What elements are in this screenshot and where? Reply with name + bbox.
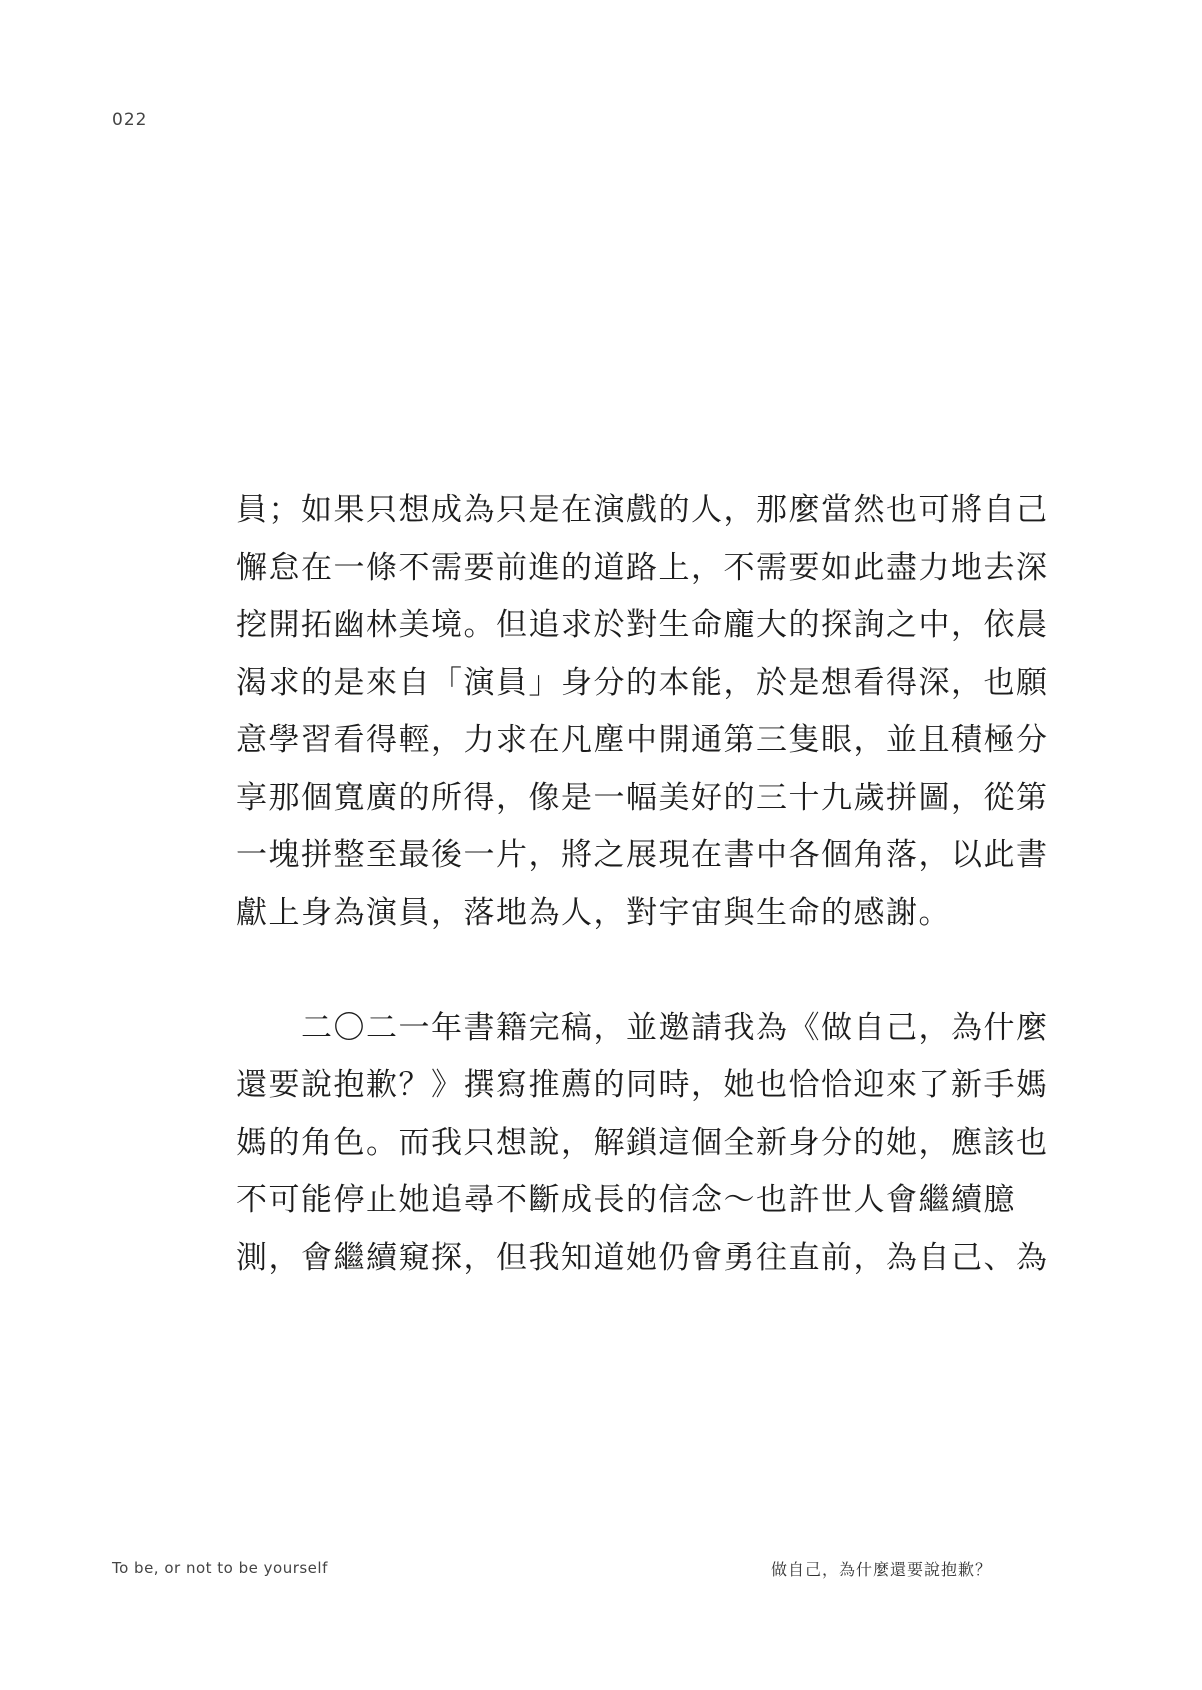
- text-line: 獻上身為演員，落地為人，對宇宙與生命的感謝。: [236, 894, 951, 931]
- text-line: 渴求的是來自「演員」身分的本能，於是想看得深，也願: [236, 664, 1049, 701]
- text-line: 懈怠在一條不需要前進的道路上，不需要如此盡力地去深: [236, 549, 1049, 586]
- text-line: 員；如果只想成為只是在演戲的人，那麼當然也可將自己: [236, 492, 1049, 528]
- body-text: [236, 482, 1049, 1287]
- running-footer-chinese-title: 做自己，為什麼還要說抱歉？: [770, 1560, 992, 1579]
- text-line: 意學習看得輕，力求在凡塵中開通第三隻眼，並且積極分: [236, 722, 1049, 758]
- text-line: 二〇二一年書籍完稿，並邀請我為《做自己，為什麼: [236, 1009, 1049, 1046]
- paragraph-gap: [236, 942, 996, 1000]
- running-footer-english-title: To be, or not to be yourself: [112, 1559, 328, 1577]
- text-line: 媽的角色。而我只想說，解鎖這個全新身分的她，應該也: [236, 1124, 1049, 1161]
- text-line: 測，會繼續窺探，但我知道她仍會勇往直前，為自己、為: [236, 1239, 1049, 1276]
- text-line: 挖開拓幽林美境。但追求於對生命龐大的探詢之中，依晨: [236, 607, 1049, 643]
- paragraph-2: [236, 1000, 1049, 1288]
- text-line: 不可能停止她追尋不斷成長的信念～也許世人會繼續臆: [236, 1182, 1016, 1218]
- paragraph-1: [236, 482, 1049, 942]
- text-line: 一塊拼整至最後一片，將之展現在書中各個角落，以此書: [236, 837, 1049, 873]
- page-number: 022: [112, 110, 148, 130]
- text-line: 還要說抱歉？》撰寫推薦的同時，她也恰恰迎來了新手媽: [236, 1067, 1049, 1103]
- text-line: 享那個寬廣的所得，像是一幅美好的三十九歲拼圖，從第: [236, 779, 1049, 816]
